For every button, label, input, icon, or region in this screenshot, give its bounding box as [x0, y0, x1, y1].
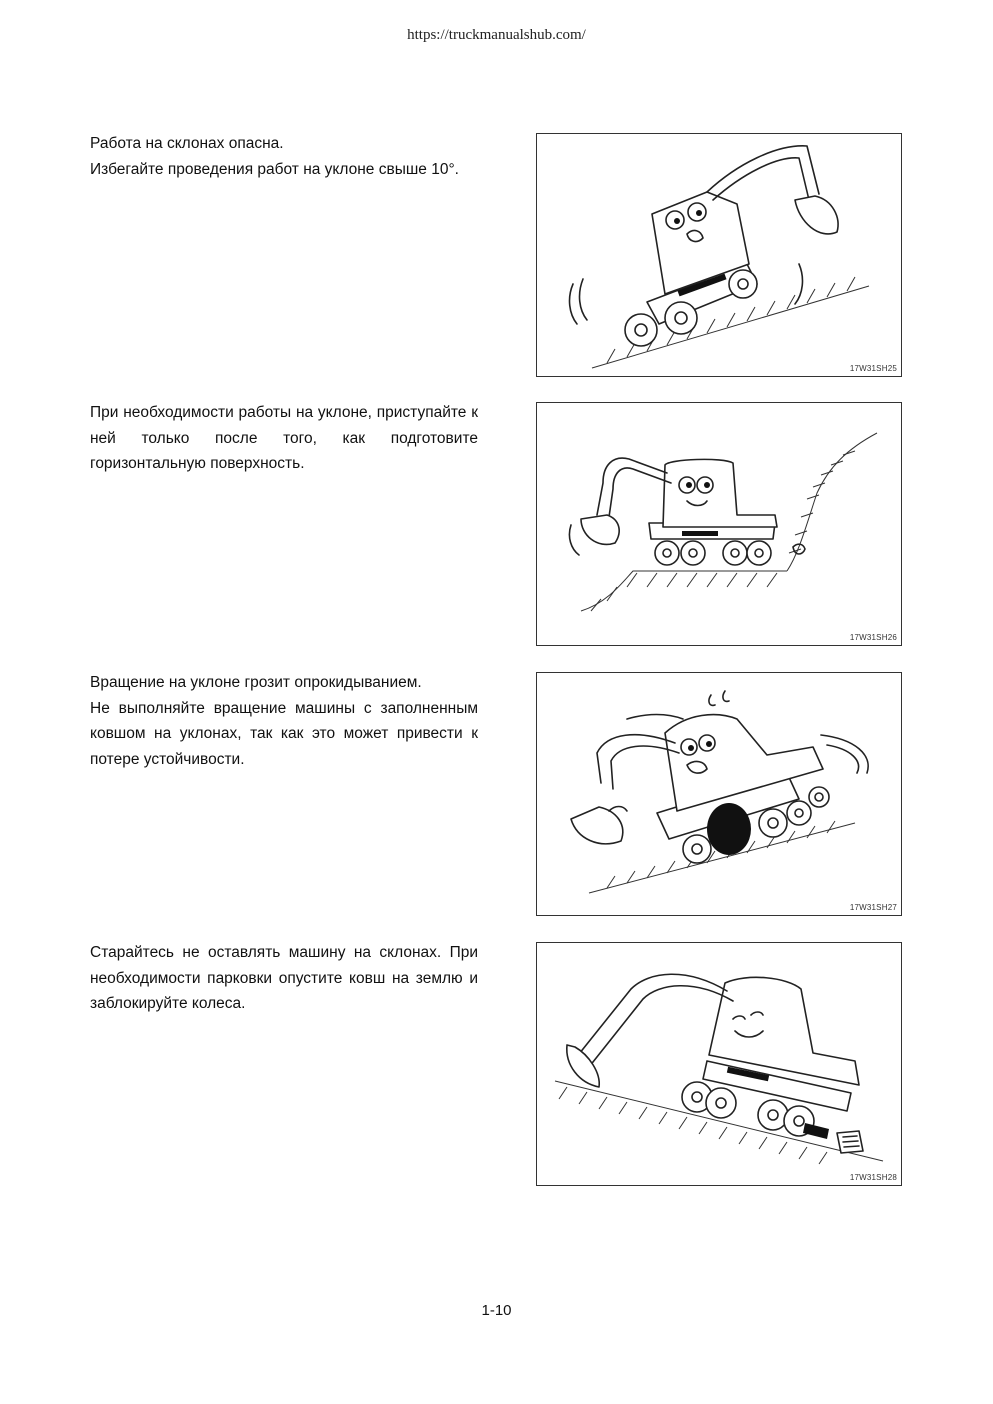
text-line: Избегайте проведения работ на уклоне свыше 10°.: [90, 160, 459, 178]
illustration-excavator-rotating-on-slope: [536, 672, 902, 916]
figure-code: 17W31SH25: [849, 364, 897, 373]
illustration-excavator-on-levelled-ground: [536, 402, 902, 646]
text-line: Работа на склонах опасна.: [90, 135, 284, 152]
safety-section-rotation-on-slope: [90, 670, 902, 916]
illustration-excavator-on-steep-slope: [536, 133, 902, 377]
section-text: [90, 940, 478, 1017]
figure-code: 17W31SH28: [849, 1173, 897, 1182]
safety-section-parking-on-slope: [90, 940, 902, 1186]
figure-code: 17W31SH26: [849, 633, 897, 642]
section-text: [90, 670, 478, 772]
text-line: Не выполняйте вращение машины с заполненным ковшом на уклонах, так как это может привести к потере устойчивости.: [90, 699, 478, 768]
section-text: [90, 131, 478, 182]
safety-section-slope-danger: [90, 131, 902, 377]
text-line: Вращение на уклоне грозит опрокидыванием.: [90, 674, 422, 691]
text-line: Старайтесь не оставлять машину на склонах. При необходимости парковки опустите ковш на землю и заблокируйте колеса.: [90, 944, 478, 1012]
page-number: 1-10: [481, 1302, 512, 1319]
section-text: [90, 400, 478, 477]
safety-section-prepare-level-surface: [90, 400, 902, 646]
illustration-excavator-parked-on-slope: [536, 942, 902, 1186]
source-url: https://truckmanualshub.com/: [407, 27, 586, 43]
text-line: При необходимости работы на уклоне, приступайте к ней только после того, как подготовите горизонтальную поверхность.: [90, 404, 478, 472]
figure-code: 17W31SH27: [849, 903, 897, 912]
